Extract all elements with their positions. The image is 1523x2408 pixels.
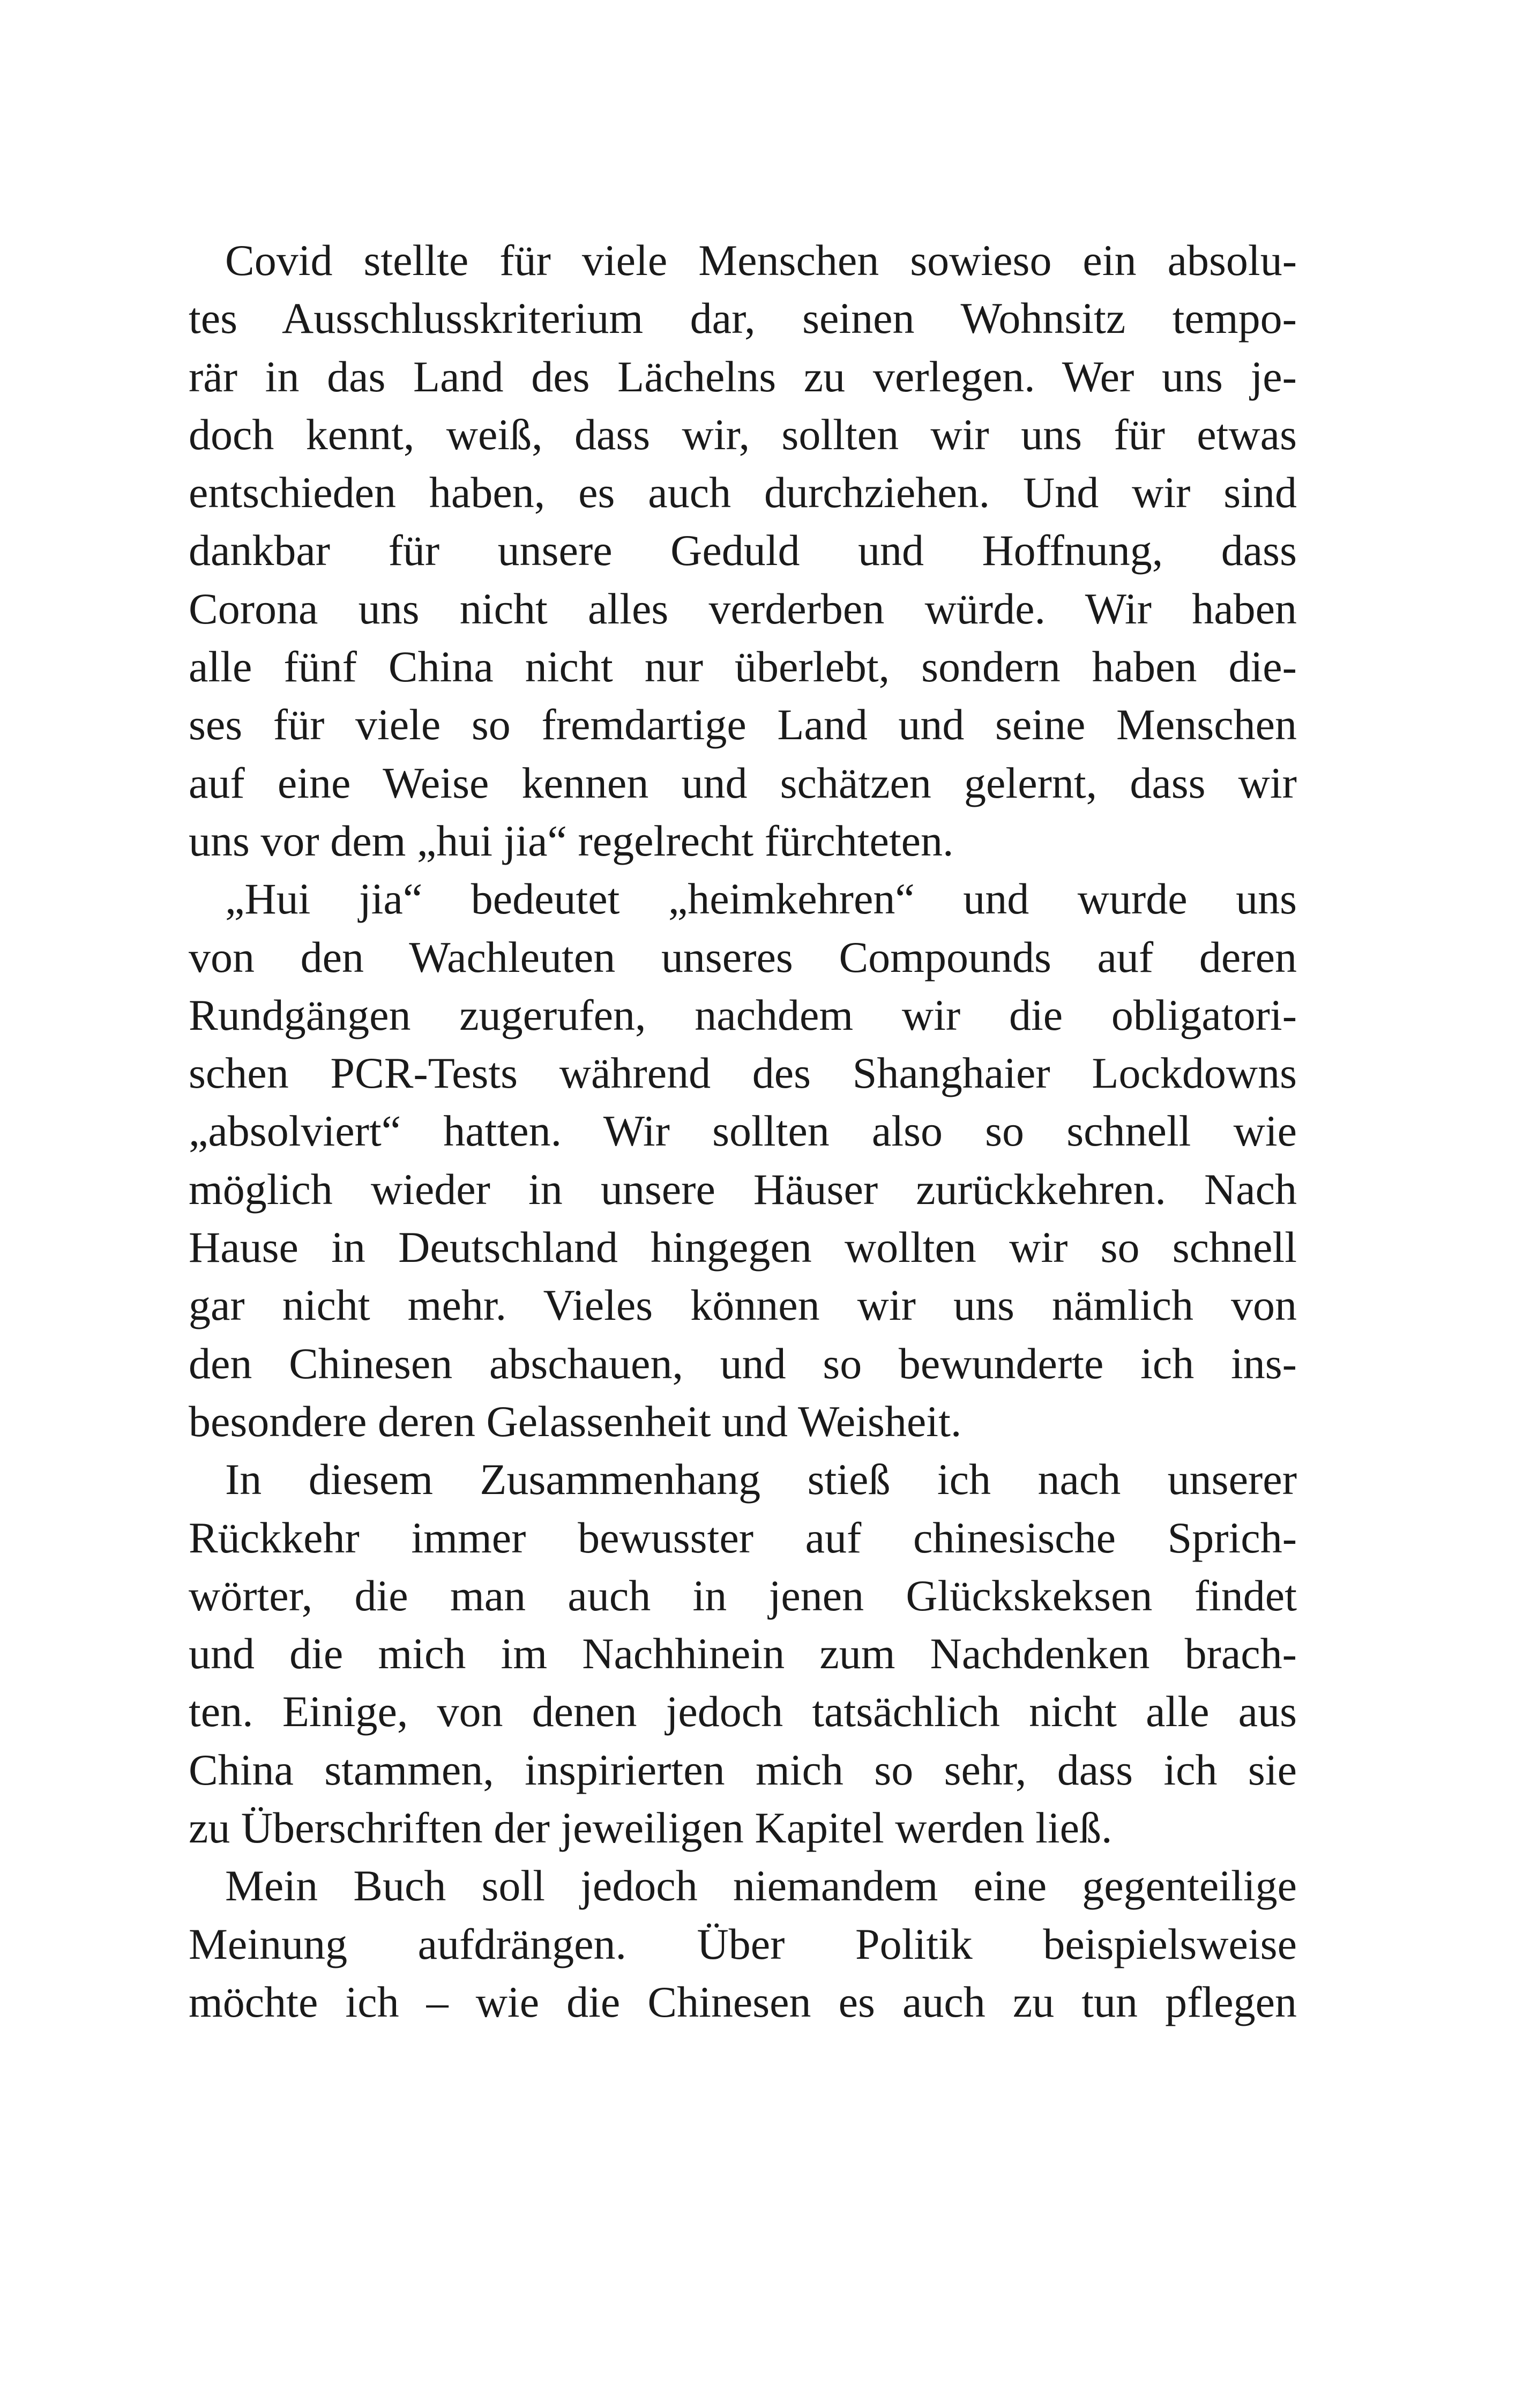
text-line: Covid stellte für viele Menschen sowieso ein absolu- [225, 236, 1297, 285]
text-line: möglich wieder in unsere Häuser zurückkehren. Nach [189, 1164, 1297, 1214]
text-line: und die mich im Nachhinein zum Nachdenken brach- [189, 1629, 1297, 1678]
body-text [189, 232, 1297, 2031]
text-line: gar nicht mehr. Vieles können wir uns nämlich von [189, 1281, 1297, 1330]
text-line: zu Überschriften der jeweiligen Kapitel werden ließ. [189, 1803, 1113, 1853]
text-line: möchte ich – wie die Chinesen es auch zu tun pflegen [189, 1977, 1297, 2026]
text-line: doch kennt, weiß, dass wir, sollten wir uns für etwas [189, 410, 1297, 459]
text-line: uns vor dem „hui jia“ regelrecht fürchteten. [189, 816, 954, 865]
text-line: rär in das Land des Lächelns zu verlegen. Wer uns je- [189, 352, 1297, 401]
text-line: „Hui jia“ bedeutet „heimkehren“ und wurde uns [225, 874, 1297, 924]
text-line: schen PCR-Tests während des Shanghaier Lockdowns [189, 1049, 1297, 1098]
text-line: „absolviert“ hatten. Wir sollten also so schnell wie [189, 1106, 1297, 1156]
text-line: Mein Buch soll jedoch niemandem eine gegenteilige [225, 1861, 1297, 1911]
text-line: dankbar für unsere Geduld und Hoffnung, dass [189, 526, 1297, 575]
text-line: Corona uns nicht alles verderben würde. Wir haben [189, 584, 1297, 633]
text-line: alle fünf China nicht nur überlebt, sondern haben die- [189, 642, 1297, 692]
text-line: tes Ausschlusskriterium dar, seinen Wohnsitz tempo- [189, 294, 1297, 343]
text-line: wörter, die man auch in jenen Glückskeksen findet [189, 1571, 1297, 1620]
text-line: ten. Einige, von denen jedoch tatsächlich nicht alle aus [189, 1687, 1297, 1736]
text-line: den Chinesen abschauen, und so bewunderte ich ins- [189, 1339, 1297, 1388]
text-line: In diesem Zusammenhang stieß ich nach unserer [225, 1455, 1297, 1504]
text-line: Rückkehr immer bewusster auf chinesische Sprich- [189, 1513, 1297, 1562]
text-line: Meinung aufdrängen. Über Politik beispielsweise [189, 1919, 1297, 1968]
text-line: entschieden haben, es auch durchziehen. Und wir sind [189, 468, 1297, 517]
text-line: ses für viele so fremdartige Land und seine Menschen [189, 700, 1297, 749]
text-line: auf eine Weise kennen und schätzen gelernt, dass wir [189, 758, 1297, 807]
text-line: Rundgängen zugerufen, nachdem wir die obligatori- [189, 990, 1297, 1039]
text-line: von den Wachleuten unseres Compounds auf deren [189, 932, 1297, 982]
text-line: China stammen, inspirierten mich so sehr, dass ich sie [189, 1745, 1297, 1794]
text-line: besondere deren Gelassenheit und Weisheit. [189, 1396, 962, 1446]
text-line: Hause in Deutschland hingegen wollten wir so schnell [189, 1223, 1297, 1272]
